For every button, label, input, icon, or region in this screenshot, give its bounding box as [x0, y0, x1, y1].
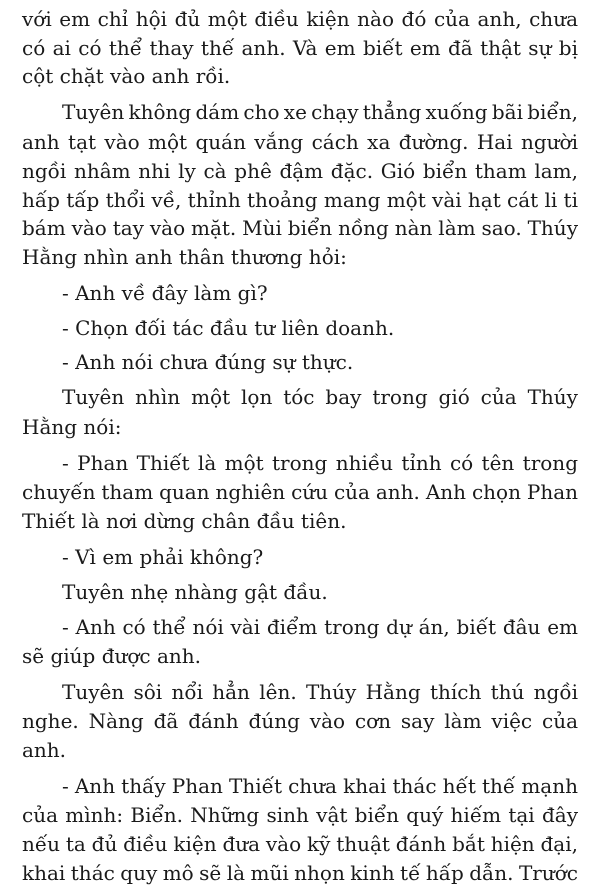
text-line: Tuyên sôi nổi hẳn lên. Thúy Hằng thích thú ngồi — [62, 680, 578, 704]
text-line: ngồi nhâm nhi ly cà phê đậm đặc. Gió biển tham lam, — [22, 159, 578, 183]
text-line: khai thác quy mô sẽ là mũi nhọn kinh tế hấp dẫn. Trước — [22, 861, 578, 885]
text-line: với em chỉ hội đủ một điều kiện nào đó của anh, chưa — [22, 7, 578, 31]
text-line: Thiết là nơi dừng chân đầu tiên. — [22, 509, 347, 533]
text-line: - Anh nói chưa đúng sự thực. — [62, 350, 354, 374]
text-line: Hằng nói: — [22, 415, 122, 439]
text-line: Tuyên không dám cho xe chạy thẳng xuống bãi biển, — [62, 100, 578, 124]
text-line: nếu ta đủ điều kiện đưa vào kỹ thuật đánh bắt hiện đại, — [22, 832, 578, 856]
text-line: Hằng nhìn anh thân thương hỏi: — [22, 245, 347, 269]
text-line: - Anh thấy Phan Thiết chưa khai thác hết thế mạnh — [62, 774, 578, 798]
text-line: nghe. Nàng đã đánh đúng vào cơn say làm việc của — [22, 709, 578, 733]
text-line: - Phan Thiết là một trong nhiều tỉnh có tên trong — [62, 451, 578, 475]
text-line: anh tạt vào một quán vắng cách xa đường. Hai người — [22, 130, 578, 154]
text-line: - Vì em phải không? — [62, 545, 264, 569]
text-line: của mình: Biển. Những sinh vật biển quý hiếm tại đây — [22, 803, 578, 827]
text-line: anh. — [22, 738, 67, 762]
text-line: - Chọn đối tác đầu tư liên doanh. — [62, 316, 395, 340]
text-line: Tuyên nhìn một lọn tóc bay trong gió của Thúy — [62, 385, 578, 409]
text-line: cột chặt vào anh rồi. — [22, 64, 231, 88]
text-line: sẽ giúp được anh. — [22, 644, 202, 668]
text-line: - Anh có thể nói vài điểm trong dự án, biết đâu em — [62, 615, 578, 639]
text-line: hấp tấp thổi về, thỉnh thoảng mang một vài hạt cát li ti — [22, 188, 578, 212]
text-line: chuyến tham quan nghiên cứu của anh. Anh chọn Phan — [22, 480, 578, 504]
text-line: Tuyên nhẹ nhàng gật đầu. — [62, 580, 328, 604]
text-line: có ai có thể thay thế anh. Và em biết em đã thật sự bị — [22, 36, 578, 60]
text-line: bám vào tay vào mặt. Mùi biển nồng nàn làm sao. Thúy — [22, 216, 578, 240]
text-line: - Anh về đây làm gì? — [62, 281, 268, 305]
